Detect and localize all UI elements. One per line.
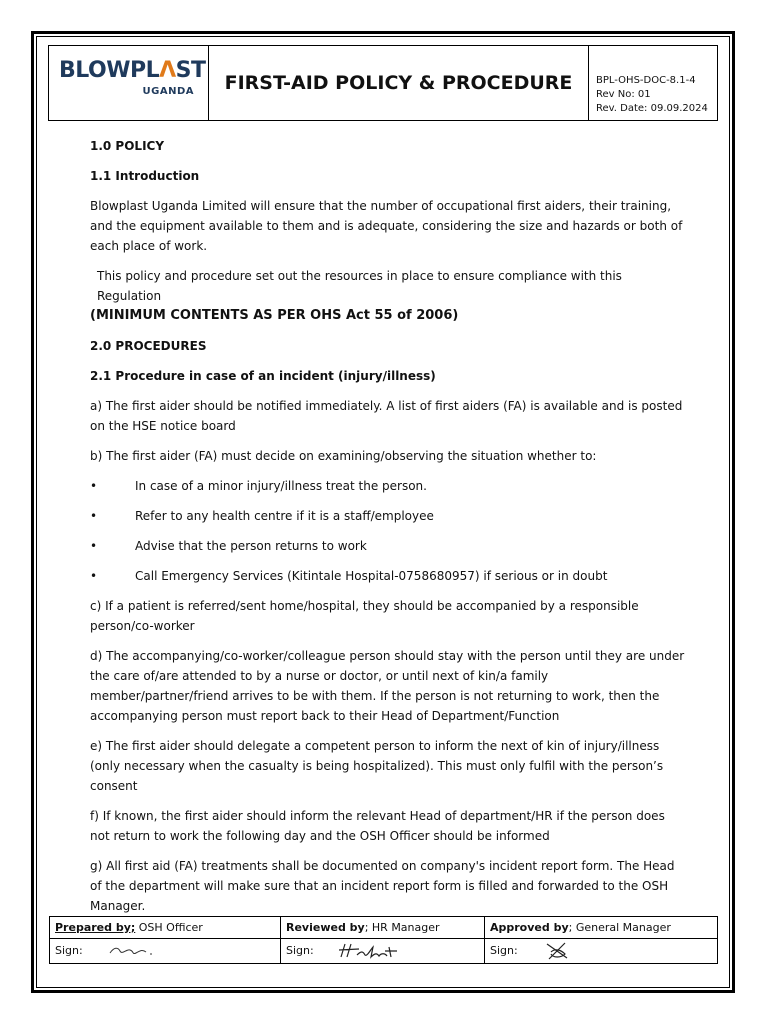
list-item: • Advise that the person returns to work <box>90 536 685 556</box>
list-item: • Call Emergency Services (Kitintale Hospital-0758680957) if serious or in doubt <box>90 566 685 586</box>
reviewed-by-value: ; HR Manager <box>364 921 440 934</box>
approved-by-cell <box>485 917 718 939</box>
signature-general-manager <box>541 940 581 962</box>
prepared-by-cell <box>50 917 281 939</box>
approved-sign-cell <box>485 939 718 964</box>
prepared-by-value: OSH Officer <box>135 921 203 934</box>
item-e: e) The first aider should delegate a competent person to inform the next of kin of injury/illness (only necessary when the casualty is being hospitalized). This must only fulfil with the person’s consent <box>90 739 664 793</box>
reviewed-by-label: Reviewed by <box>286 921 365 934</box>
document-reference <box>589 46 717 120</box>
item-d: d) The accompanying/co-worker/colleague person should stay with the person until they are under the care of/are attended to by a nurse or doctor, or until next of kin/a family member/partner/friend arrives to be with them. If the person is not returning to work, then the accompanying person must report back to their Head of Department/Function <box>90 649 685 723</box>
item-f: f) If known, the first aider should inform the relevant Head of department/HR if the person does not return to work the following day and the OSH Officer should be informed <box>90 809 665 843</box>
item-a: a) The first aider should be notified immediately. A list of first aiders (FA) is available and is posted on the HSE notice board <box>90 399 683 433</box>
approved-by-value: ; General Manager <box>568 921 671 934</box>
item-b: b) The first aider (FA) must decide on examining/observing the situation whether to: <box>90 449 597 463</box>
rev-date: Rev. Date: 09.09.2024 <box>596 103 708 114</box>
signature-hr-manager <box>337 941 407 961</box>
approval-table <box>49 916 718 964</box>
list-item: • In case of a minor injury/illness treat the person. <box>90 476 685 496</box>
bullet-symbol: • <box>90 509 98 523</box>
policy-heading: 1.0 POLICY <box>90 139 165 153</box>
rev-no: Rev No: 01 <box>596 89 651 100</box>
company-logo <box>49 46 209 120</box>
document-title: FIRST-AID POLICY & PROCEDURE <box>224 72 573 94</box>
policy-text: This policy and procedure set out the resources in place to ensure compliance with this Regulation <box>97 269 622 303</box>
prepared-by-label: Prepared by; <box>55 921 136 934</box>
sign-label: Sign: <box>286 944 314 957</box>
document-title-cell <box>209 46 589 120</box>
sign-label: Sign: <box>490 944 518 957</box>
logo-subtitle: UGANDA <box>142 86 194 97</box>
logo-wordmark: BLOWPLΛST <box>59 58 206 83</box>
policy-reference: (MINIMUM CONTENTS AS PER OHS Act 55 of 2006) <box>90 308 459 323</box>
doc-code: BPL-OHS-DOC-8.1-4 <box>596 75 696 86</box>
bullet-symbol: • <box>90 569 98 583</box>
reviewed-sign-cell <box>281 939 485 964</box>
intro-text: Blowplast Uganda Limited will ensure that the number of occupational first aiders, their training, and the equipment available to them and is adequate, considering the size and hazards or both of each place of work. <box>90 199 683 253</box>
bullet-symbol: • <box>90 479 98 493</box>
document-header <box>48 45 718 121</box>
prepared-sign-cell <box>50 939 281 964</box>
signature-osh-officer <box>106 943 166 959</box>
sign-label: Sign: <box>55 944 83 957</box>
item-c: c) If a patient is referred/sent home/hospital, they should be accompanied by a responsible person/co-worker <box>90 599 639 633</box>
bullet-symbol: • <box>90 539 98 553</box>
document-body <box>90 136 685 926</box>
intro-heading: 1.1 Introduction <box>90 169 200 183</box>
approved-by-label: Approved by <box>490 921 569 934</box>
list-item: • Refer to any health centre if it is a staff/employee <box>90 506 685 526</box>
incident-heading: 2.1 Procedure in case of an incident (injury/illness) <box>90 369 436 383</box>
item-g: g) All first aid (FA) treatments shall be documented on company's incident report form. The Head of the department will make sure that an incident report form is filled and forwarded to the OSH Manager. <box>90 859 675 913</box>
reviewed-by-cell <box>281 917 485 939</box>
procedures-heading: 2.0 PROCEDURES <box>90 339 207 353</box>
